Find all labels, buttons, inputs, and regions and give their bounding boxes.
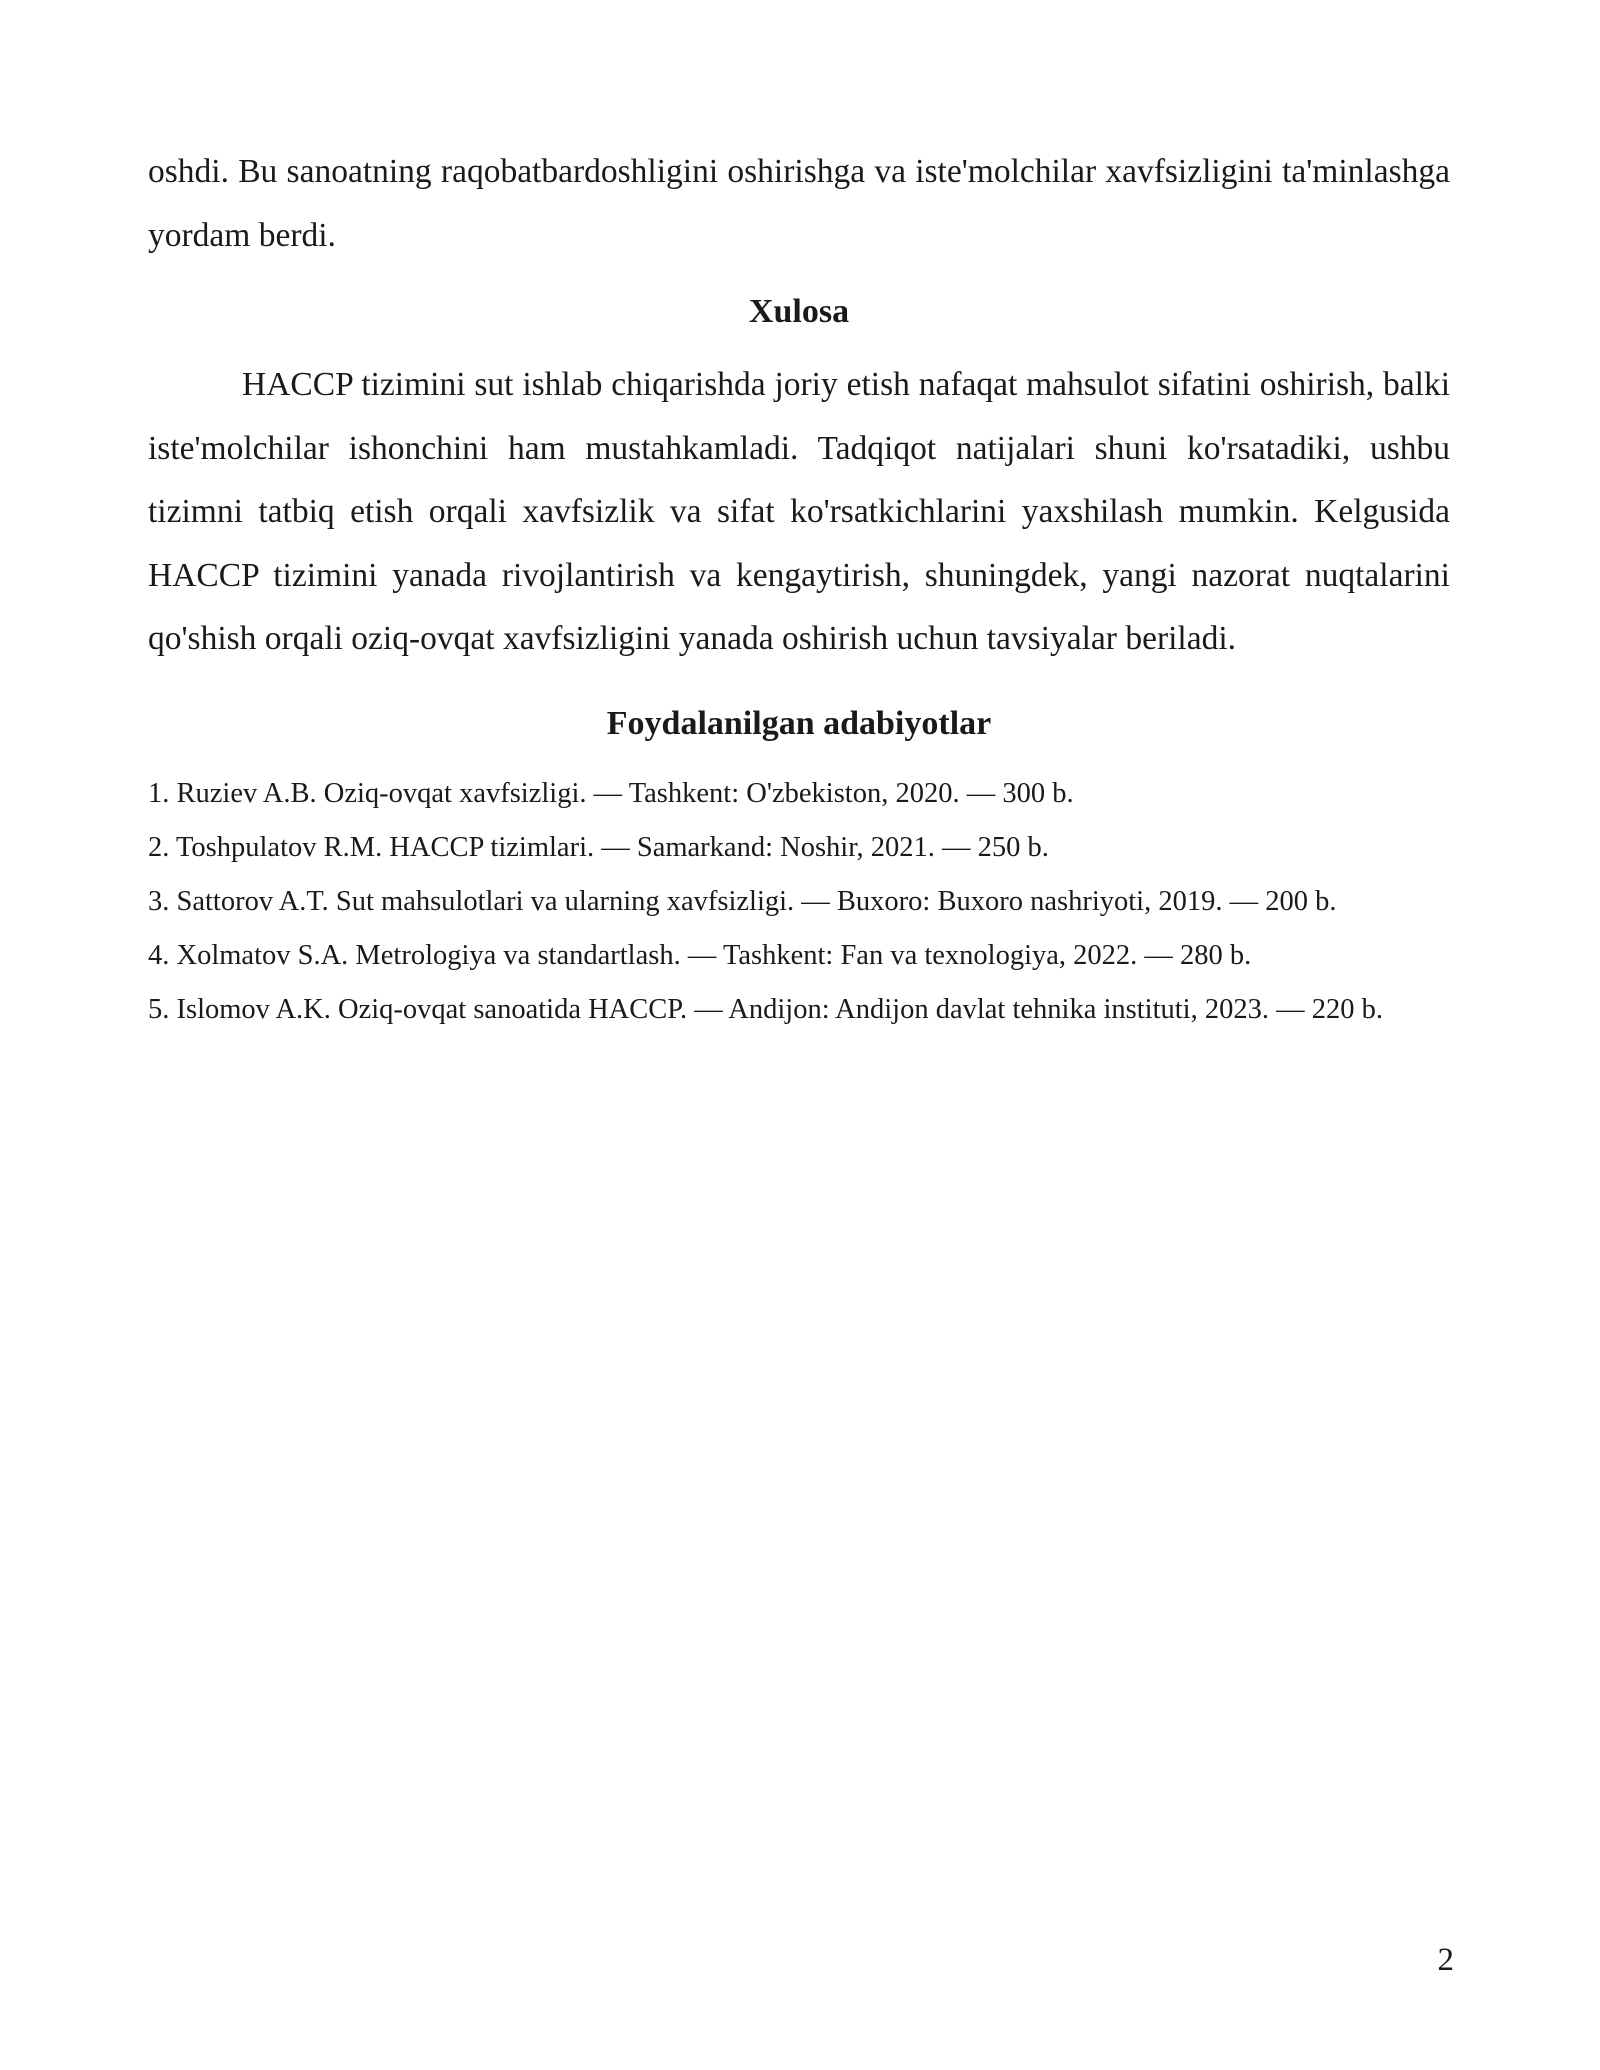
reference-item-2: 2. Toshpulatov R.M. HACCP tizimlari. — Samarkand: Noshir, 2021. — 250 b.: [148, 831, 1049, 863]
conclusion-paragraph: HACCP tizimini sut ishlab chiqarishda joriy etish nafaqat mahsulot sifatini oshirish, balki iste'molchilar ishonchini ham mustahkamladi. Tadqiqot natijalari shuni ko'rsatadiki, ushbu tizimni tatbiq etish orqali xavfsizlik va sifat ko'rsatkichlarini yaxshilash mumkin. Kelgusida HACCP tizimini yanada rivojlantirish va kengaytirish, shuningdek, yangi nazorat nuqtalarini qo'shish orqali oziq-ovqat xavfsizligini yanada oshirish uchun tavsiyalar beriladi.: [148, 366, 1450, 657]
document-page: [148, 140, 1450, 1037]
reference-item-3: 3. Sattorov A.T. Sut mahsulotlari va ularning xavfsizligi. — Buxoro: Buxoro nashriyoti, 2019. — 200 b.: [148, 885, 1337, 917]
intro-paragraph: oshdi. Bu sanoatning raqobatbardoshligini oshirishga va iste'molchilar xavfsizligini ta'minlashga yordam berdi.: [148, 153, 1450, 254]
reference-item-1: 1. Ruziev A.B. Oziq-ovqat xavfsizligi. — Tashkent: O'zbekiston, 2020. — 300 b.: [148, 777, 1074, 809]
reference-item-5: 5. Islomov A.K. Oziq-ovqat sanoatida HACCP. — Andijon: Andijon davlat tehnika instituti, 2023. — 220 b.: [148, 993, 1383, 1025]
conclusion-heading: Xulosa: [748, 293, 850, 330]
references-list: [148, 767, 1450, 1037]
reference-item-4: 4. Xolmatov S.A. Metrologiya va standartlash. — Tashkent: Fan va texnologiya, 2022. — 280 b.: [148, 939, 1252, 971]
page-number: 2: [1437, 1942, 1454, 1978]
references-heading: Foydalanilgan adabiyotlar: [606, 704, 992, 742]
